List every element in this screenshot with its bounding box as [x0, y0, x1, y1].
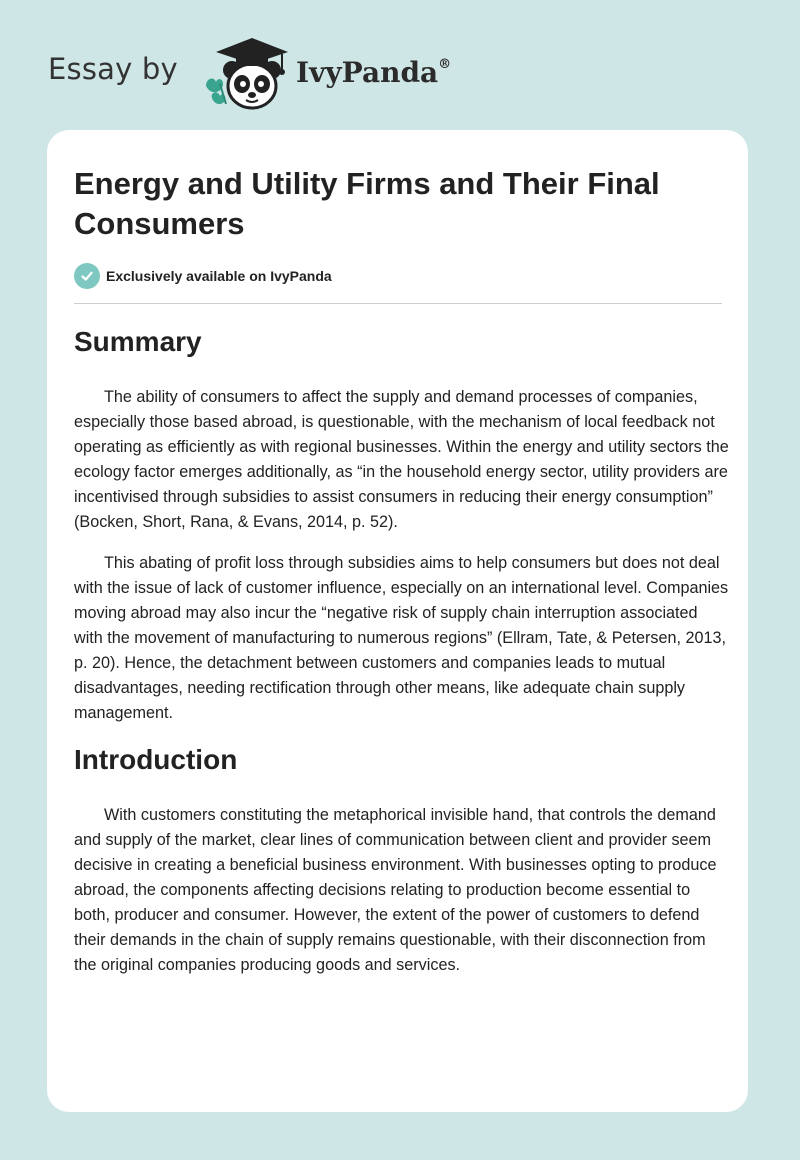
paragraph: The ability of consumers to affect the supply and demand processes of companies, especially those based abroad, is questionable, with the mechanism of local feedback not operating as efficiently as with regional businesses. Within the energy and utility sectors the ecology factor emerges additionally, as “in the household energy sector, utility providers are incentivised through subsidies to assist consumers in reducing their energy consumption” (Bocken, Short, Rana, & Evans, 2014, p. 52).	[74, 388, 729, 531]
panda-graduate-icon[interactable]	[202, 34, 298, 112]
section-heading-introduction: Introduction	[74, 744, 238, 775]
article-card	[47, 130, 748, 1112]
brand-label: IvyPanda	[296, 56, 439, 89]
essay-by-label: Essay by	[48, 52, 178, 86]
section-heading-summary: Summary	[74, 326, 202, 357]
check-circle-icon	[74, 263, 100, 289]
article-title: Energy and Utility Firms and Their Final Consumers	[74, 166, 660, 241]
site-header	[48, 30, 508, 110]
exclusive-badge-label: Exclusively available on IvyPanda	[106, 268, 332, 284]
brand-name[interactable]	[296, 56, 451, 89]
title-divider	[74, 303, 722, 304]
paragraph: This abating of profit loss through subsidies aims to help consumers but does not deal with the issue of lack of customer influence, especially on an international level. Companies moving abroad may also incur the “negative risk of supply chain interruption associated with the movement of manufacturing to numerous regions” (Ellram, Tate, & Petersen, 2013, p. 20). Hence, the detachment between customers and companies leads to mutual disadvantages, needing rectification through other means, like adequate chain supply management.	[74, 554, 729, 722]
paragraph: With customers constituting the metaphorical invisible hand, that controls the demand and supply of the market, clear lines of communication between client and provider seem decisive in creating a beneficial business environment. With businesses opting to produce abroad, the components affecting decisions relating to production become essential to both, producer and consumer. However, the extent of the power of customers to defend their demands in the chain of supply remains questionable, with their disconnection from the original companies producing goods and services.	[74, 806, 717, 974]
trademark-symbol: ®	[438, 56, 452, 72]
exclusive-badge	[74, 263, 332, 289]
